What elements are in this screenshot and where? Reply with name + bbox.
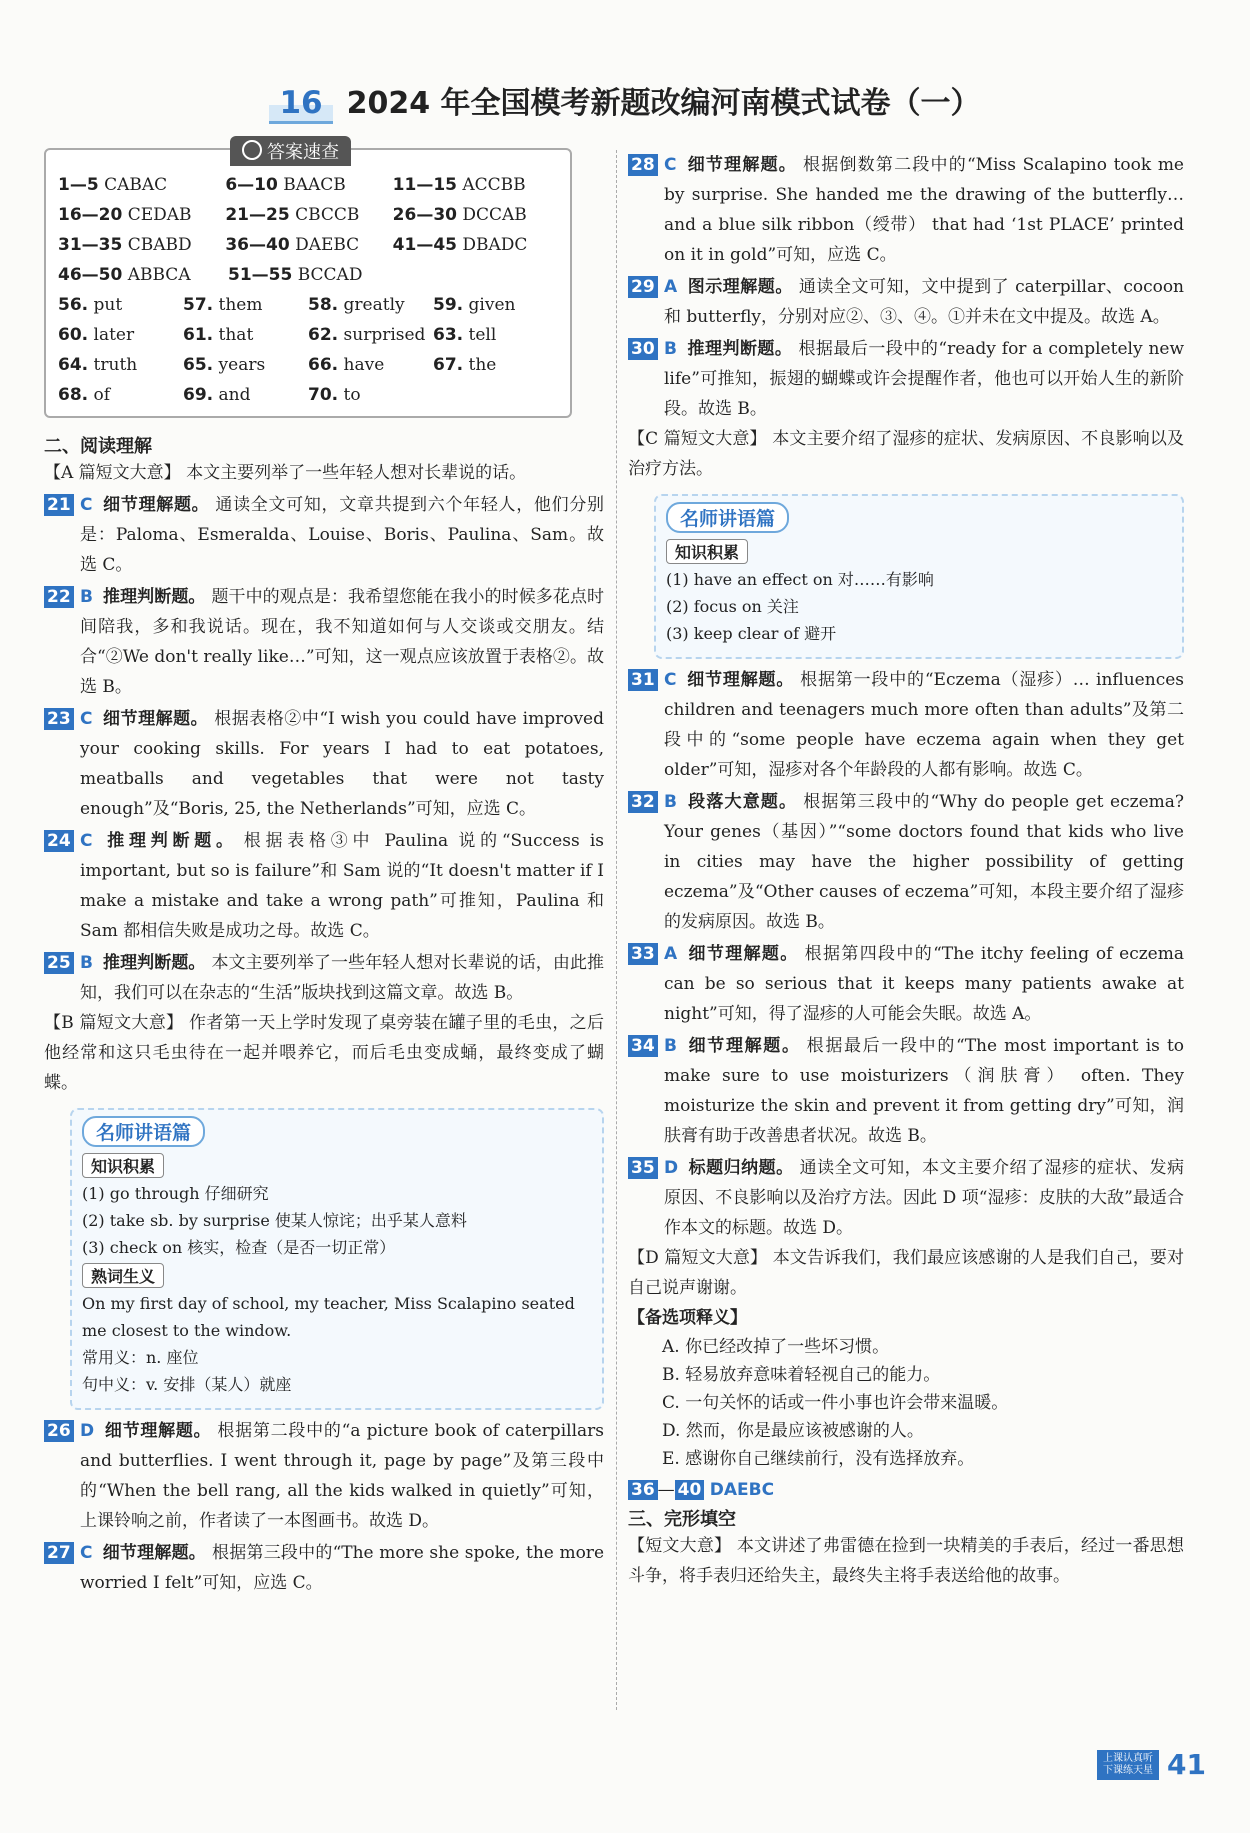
cloze-summary: 【短文大意】 本文讲述了弗雷德在捡到一块精美的手表后，经过一番思想斗争，将手表归还给失主，最终失主将手表送给他的故事。 xyxy=(628,1536,1184,1586)
range-separator: — xyxy=(657,1480,675,1500)
answer-key-cell xyxy=(433,325,558,345)
answer-item xyxy=(44,1416,604,1536)
answer-key-cell xyxy=(58,355,183,375)
answer-key-word: them xyxy=(218,295,263,315)
answer-key-range: 21—25 xyxy=(225,205,290,225)
familiar-word-list xyxy=(82,1290,592,1398)
answer-key-value: DBADC xyxy=(462,235,528,255)
answer-key-cell xyxy=(183,295,308,315)
answer-key-range: 46—50 xyxy=(58,265,123,285)
question-number: 27 xyxy=(44,1542,74,1564)
answer-letter: D xyxy=(80,1421,95,1441)
answer-key-cell xyxy=(308,385,433,405)
familiar-word-entry: 句中义：v. 安排（某人）就座 xyxy=(82,1375,292,1394)
answer-item xyxy=(628,334,1184,424)
slogan-line-2: 下课练天星 xyxy=(1103,1764,1154,1776)
answer-key-word: years xyxy=(218,355,266,375)
explanation-text: 根据最后一段中的“The most important is to make sure to use moisturizers（润肤膏） often. They moisturize the skin and prevent it from getting dry”可知，润肤膏有助于改善患者状况。故选 B。 xyxy=(664,1036,1185,1146)
explanation-text: 根据第三段中的“Why do people get eczema? Your genes（基因）”“some doctors found that kids who live in cities may have the higher possibility of getting eczema”及“Other causes of eczema”可知，本段主要介绍了湿疹的发病原因。故选 B。 xyxy=(664,792,1185,932)
section-cloze: 三、完形填空 xyxy=(628,1509,736,1530)
answer-key-cell xyxy=(183,325,308,345)
question-number: 25 xyxy=(44,952,74,974)
option-item: C. 一句关怀的话或一件小事也许会带来温暖。 xyxy=(662,1393,1009,1413)
explanation-text: 根据第四段中的“The itchy feeling of eczema can be so serious that it keeps many patients awake at night”可知，得了湿疹的人可能会失眠。故选 A。 xyxy=(664,944,1185,1024)
option-item: B. 轻易放弃意味着轻视自己的能力。 xyxy=(662,1365,941,1385)
answer-key-cell xyxy=(58,175,225,195)
answer-key-cell xyxy=(393,235,560,255)
answer-key-value: CBCCB xyxy=(295,205,360,225)
explanation-text: 通读全文可知，文章共提到六个年轻人，他们分别是：Paloma、Esmeralda、Louise、Boris、Paulina、Sam。故选 C。 xyxy=(80,495,605,575)
question-type: 细节理解题。 xyxy=(687,944,799,964)
answer-key-range: 41—45 xyxy=(392,235,457,255)
section-reading: 二、阅读理解 xyxy=(44,436,152,457)
question-type: 细节理解题。 xyxy=(102,1543,207,1563)
answer-letter: C xyxy=(80,831,93,851)
answer-key-range: 1—5 xyxy=(58,175,99,195)
knowledge-tag: 知识积累 xyxy=(82,1153,164,1178)
answer-key-tab xyxy=(230,136,351,166)
answer-key-value: DCCAB xyxy=(462,205,527,225)
question-type: 图示理解题。 xyxy=(687,277,793,297)
left-column xyxy=(44,142,605,1598)
question-number: 24 xyxy=(44,830,74,852)
answer-item xyxy=(628,272,1184,332)
answer-key-qnum: 62. xyxy=(308,325,339,345)
familiar-word-entry: On my first day of school, my teacher, Miss Scalapino seated me closest to the window. xyxy=(82,1294,575,1340)
answer-item xyxy=(628,1031,1184,1151)
answer-key-cell xyxy=(308,295,433,315)
question-number: 34 xyxy=(628,1035,658,1057)
answer-key-value: CBABD xyxy=(127,235,192,255)
answers-26-27 xyxy=(44,1416,604,1598)
answer-item xyxy=(44,948,604,1008)
explanation-text: 根据第二段中的“a picture book of caterpillars and butterflies. I went through it, page by page”及第三段中的“When the bell rang, all the kids walked in quietly”可知，上课铃响之前，作者读了一本图画书。故选 D。 xyxy=(80,1421,604,1531)
knowledge-entry: (2) focus on 关注 xyxy=(666,597,799,616)
question-type: 细节理解题。 xyxy=(104,1421,212,1441)
answer-key-range: 31—35 xyxy=(58,235,123,255)
passage-a-summary: 【A 篇短文大意】 本文主要列举了一些年轻人想对长辈说的话。 xyxy=(44,463,527,483)
answer-key-qnum: 59. xyxy=(433,295,464,315)
answers-28-30 xyxy=(628,150,1184,424)
answer-letter: C xyxy=(80,1543,93,1563)
answer-key-qnum: 61. xyxy=(183,325,214,345)
question-number: 28 xyxy=(628,154,658,176)
answer-key-cell xyxy=(393,175,560,195)
answer-key-qnum: 65. xyxy=(183,355,214,375)
knowledge-list xyxy=(666,566,1172,647)
question-number: 26 xyxy=(44,1420,74,1442)
answer-key-word: surprised xyxy=(343,325,426,345)
question-number: 30 xyxy=(628,338,658,360)
explanation-text: 通读全文可知，文中提到了 caterpillar、cocoon 和 butterfly，分别对应②、③、④。①并未在文中提及。故选 A。 xyxy=(664,277,1185,327)
question-type: 细节理解题。 xyxy=(686,670,795,690)
answer-letter: D xyxy=(664,1158,679,1178)
knowledge-entry: (1) have an effect on 对……有影响 xyxy=(666,570,934,589)
answers-31-35 xyxy=(628,665,1184,1243)
question-type: 推理判断题。 xyxy=(102,831,238,851)
answer-letter: C xyxy=(664,155,677,175)
answer-key-cell xyxy=(183,355,308,375)
answer-key-cell xyxy=(58,325,183,345)
answer-item xyxy=(628,787,1184,937)
answer-key-range: 6—10 xyxy=(225,175,278,195)
teacher-notes-title: 名师讲语篇 xyxy=(666,502,789,533)
answer-key-row xyxy=(58,200,560,230)
answer-key-cell xyxy=(58,265,228,285)
answer-key-qnum: 68. xyxy=(58,385,89,405)
answer-key-row xyxy=(58,290,560,320)
answer-key-qnum: 64. xyxy=(58,355,89,375)
options-list xyxy=(628,1333,1184,1473)
explanation-text: 根据第三段中的“The more she spoke, the more worried I felt”可知，应选 C。 xyxy=(80,1543,604,1593)
teacher-notes-title: 名师讲语篇 xyxy=(82,1116,205,1147)
answer-letter: B xyxy=(80,953,93,973)
question-type: 推理判断题。 xyxy=(102,953,206,973)
answer-key-qnum: 56. xyxy=(58,295,89,315)
knowledge-entry: (3) check on 核实，检查（是否一切正常） xyxy=(82,1238,396,1257)
answer-key-word: greatly xyxy=(343,295,405,315)
knowledge-entry: (2) take sb. by surprise 使某人惊诧；出乎某人意料 xyxy=(82,1211,467,1230)
answer-key-qnum: 60. xyxy=(58,325,89,345)
question-type: 细节理解题。 xyxy=(102,495,210,515)
answer-key-value: ACCBB xyxy=(462,175,526,195)
question-number: 22 xyxy=(44,586,74,608)
answer-key-row xyxy=(58,320,560,350)
question-number: 33 xyxy=(628,943,658,965)
question-type: 细节理解题。 xyxy=(686,1036,801,1056)
explanation-text: 通读全文可知，本文主要介绍了湿疹的症状、发病原因、不良影响以及治疗方法。因此 D 项“湿疹：皮肤的大敌”最适合作本文的标题。故选 D。 xyxy=(664,1158,1184,1238)
question-number: 35 xyxy=(628,1157,658,1179)
answer-key-range: 11—15 xyxy=(392,175,457,195)
answer-item xyxy=(44,704,604,824)
answer-key-value: BAACB xyxy=(283,175,346,195)
familiar-word-tag: 熟词生义 xyxy=(82,1263,164,1288)
answer-letter: A xyxy=(664,944,678,964)
explanation-text: 根据倒数第二段中的“Miss Scalapino took me by surprise. She handed me the drawing of the butterfly… and a blue silk ribbon（绶带） that had ‘1st PLACE’ printed on it in gold”可知，应选 C。 xyxy=(664,155,1184,265)
answer-key-value: DAEBC xyxy=(295,235,360,255)
knowledge-entry: (1) go through 仔细研究 xyxy=(82,1184,269,1203)
right-column xyxy=(628,148,1184,1591)
answer-key-word: to xyxy=(343,385,361,405)
passage-c-summary: 【C 篇短文大意】 本文主要介绍了湿疹的症状、发病原因、不良影响以及治疗方法。 xyxy=(628,429,1184,479)
answer-key-range: 16—20 xyxy=(58,205,123,225)
question-type: 标题归纳题。 xyxy=(688,1158,794,1178)
answer-key-qnum: 58. xyxy=(308,295,339,315)
answer-key-qnum: 57. xyxy=(183,295,214,315)
answer-key-word: given xyxy=(468,295,516,315)
answer-key-cell xyxy=(58,235,225,255)
answer-key-row xyxy=(58,350,560,380)
explanation-text: 根据最后一段中的“ready for a completely new life”可推知，振翅的蝴蝶或许会提醒作者，他也可以开始人生的新阶段。故选 B。 xyxy=(664,339,1185,419)
option-item: A. 你已经改掉了一些坏习惯。 xyxy=(662,1337,890,1357)
answer-key-word: truth xyxy=(93,355,138,375)
knowledge-tag: 知识积累 xyxy=(666,539,748,564)
answer-key-word: later xyxy=(93,325,135,345)
question-number: 29 xyxy=(628,276,658,298)
options-title: 【备选项释义】 xyxy=(628,1308,747,1328)
question-type: 推理判断题。 xyxy=(686,339,793,359)
answer-key-value: CABAC xyxy=(104,175,168,195)
answer-letter: C xyxy=(80,495,93,515)
answer-key-box xyxy=(44,142,572,418)
option-item: D. 然而，你是最应该被感谢的人。 xyxy=(662,1421,924,1441)
question-number: 36 xyxy=(628,1480,658,1500)
question-type: 推理判断题。 xyxy=(102,587,206,607)
answer-key-cell xyxy=(183,385,308,405)
answer-key-cell xyxy=(225,235,392,255)
answer-key-cell xyxy=(308,355,433,375)
answer-letter: B xyxy=(664,792,677,812)
knowledge-entry: (3) keep clear of 避开 xyxy=(666,624,837,643)
answer-key-cell xyxy=(58,385,183,405)
answer-key-rows xyxy=(58,170,560,410)
answer-key-row xyxy=(58,230,560,260)
explanation-text: 题干中的观点是：我希望您能在我小的时候多花点时间陪我，多和我说话。现在，我不知道如何与人交谈或交朋友。结合“②We don't really like…”可知，这一观点应该放置于表格②。故选 B。 xyxy=(80,587,605,697)
answer-key-cell xyxy=(433,295,558,315)
explanation-text: 本文主要列举了一些年轻人想对长辈说的话，由此推知，我们可以在杂志的“生活”版块找到这篇文章。故选 B。 xyxy=(80,953,605,1003)
answer-key-qnum: 67. xyxy=(433,355,464,375)
answer-key-cell xyxy=(228,265,398,285)
column-divider xyxy=(616,150,617,1710)
answers-36-40 xyxy=(628,1475,1184,1505)
answer-key-qnum: 63. xyxy=(433,325,464,345)
answer-item xyxy=(628,150,1184,270)
answer-item xyxy=(628,1153,1184,1243)
knowledge-list xyxy=(82,1180,592,1261)
answer-item xyxy=(628,665,1184,785)
answer-key-value: ABBCA xyxy=(127,265,191,285)
answer-letters: DAEBC xyxy=(709,1480,775,1500)
familiar-word-entry: 常用义：n. 座位 xyxy=(82,1348,199,1367)
passage-b-summary: 【B 篇短文大意】 作者第一天上学时发现了桌旁装在罐子里的毛虫，之后他经常和这只毛虫待在一起并喂养它，而后毛虫变成蛹，最终变成了蝴蝶。 xyxy=(44,1013,604,1093)
answer-key-cell xyxy=(308,325,433,345)
answer-key-value: BCCAD xyxy=(297,265,363,285)
question-type: 细节理解题。 xyxy=(102,709,209,729)
answer-letter: B xyxy=(664,1036,677,1056)
answer-letter: B xyxy=(664,339,677,359)
answer-item xyxy=(44,490,604,580)
answer-key-cell xyxy=(433,355,558,375)
answer-key-cell xyxy=(393,205,560,225)
answer-key-word: have xyxy=(343,355,385,375)
answers-21-25 xyxy=(44,490,604,1008)
answer-letter: C xyxy=(80,709,93,729)
answer-key-word: and xyxy=(218,385,251,405)
explanation-text: 根据表格②中“I wish you could have improved your cooking skills. For years I had to eat potatoes, meatballs and vegetables that were not tasty enough”及“Boris, 25, the Netherlands”可知，应选 C。 xyxy=(80,709,604,819)
answer-key-value: CEDAB xyxy=(127,205,192,225)
answer-key-word: put xyxy=(93,295,123,315)
answer-key-cell xyxy=(225,175,392,195)
answer-item xyxy=(44,1538,604,1598)
answer-key-range: 36—40 xyxy=(225,235,290,255)
slogan-line-1: 上课认真听 xyxy=(1103,1752,1154,1764)
answer-key-qnum: 69. xyxy=(183,385,214,405)
teacher-notes-c xyxy=(654,494,1184,659)
answer-item xyxy=(44,826,604,946)
page-header xyxy=(0,78,1250,124)
answer-key-word: that xyxy=(218,325,254,345)
answer-key-row xyxy=(58,380,560,410)
answer-key-row xyxy=(58,170,560,200)
paper-title: 2024 年全国模考新题改编河南模式试卷（一） xyxy=(346,86,981,121)
answer-letter: B xyxy=(80,587,93,607)
answer-key-word: tell xyxy=(468,325,497,345)
answer-key-row xyxy=(58,260,560,290)
page-footer xyxy=(1097,1748,1206,1781)
teacher-notes-b xyxy=(70,1108,604,1410)
answer-key-word: the xyxy=(468,355,497,375)
question-number: 31 xyxy=(628,669,658,691)
answer-key-word: of xyxy=(93,385,111,405)
answer-letter: C xyxy=(664,670,677,690)
answer-key-cell xyxy=(58,295,183,315)
paper-number: 16 xyxy=(269,85,332,124)
question-type: 段落大意题。 xyxy=(686,792,798,812)
answer-key-cell xyxy=(225,205,392,225)
question-number: 23 xyxy=(44,708,74,730)
answer-letter: A xyxy=(664,277,678,297)
answer-key-qnum: 66. xyxy=(308,355,339,375)
question-number: 40 xyxy=(675,1480,705,1500)
answer-key-range: 51—55 xyxy=(228,265,293,285)
answer-key-qnum: 70. xyxy=(308,385,339,405)
answer-key-cell xyxy=(58,205,225,225)
explanation-text: 根据表格③中 Paulina 说的“Success is important, but so is failure”和 Sam 说的“It doesn't matter if I make a mistake and take a wrong path”可推知，Paulina 和 Sam 都相信失败是成功之母。故选 C。 xyxy=(80,831,604,941)
answer-key-title: 答案速查 xyxy=(267,142,339,163)
page-number: 41 xyxy=(1167,1748,1206,1781)
footer-slogan xyxy=(1097,1750,1159,1780)
answer-key-range: 26—30 xyxy=(392,205,457,225)
question-number: 21 xyxy=(44,494,74,516)
answer-item xyxy=(628,939,1184,1029)
passage-d-summary: 【D 篇短文大意】 本文告诉我们，我们最应该感谢的人是我们自己，要对自己说声谢谢。 xyxy=(628,1248,1184,1298)
answer-item xyxy=(44,582,604,702)
question-type: 细节理解题。 xyxy=(686,155,798,175)
answer-key-icon xyxy=(242,140,262,160)
explanation-text: 根据第一段中的“Eczema（湿疹）… influences children and teenagers much more often than adults”及第二段中的“some people have eczema again when they get older”可知，湿疹对各个年龄段的人都有影响。故选 C。 xyxy=(664,670,1184,780)
option-item: E. 感谢你自己继续前行，没有选择放弃。 xyxy=(662,1449,975,1469)
question-number: 32 xyxy=(628,791,658,813)
